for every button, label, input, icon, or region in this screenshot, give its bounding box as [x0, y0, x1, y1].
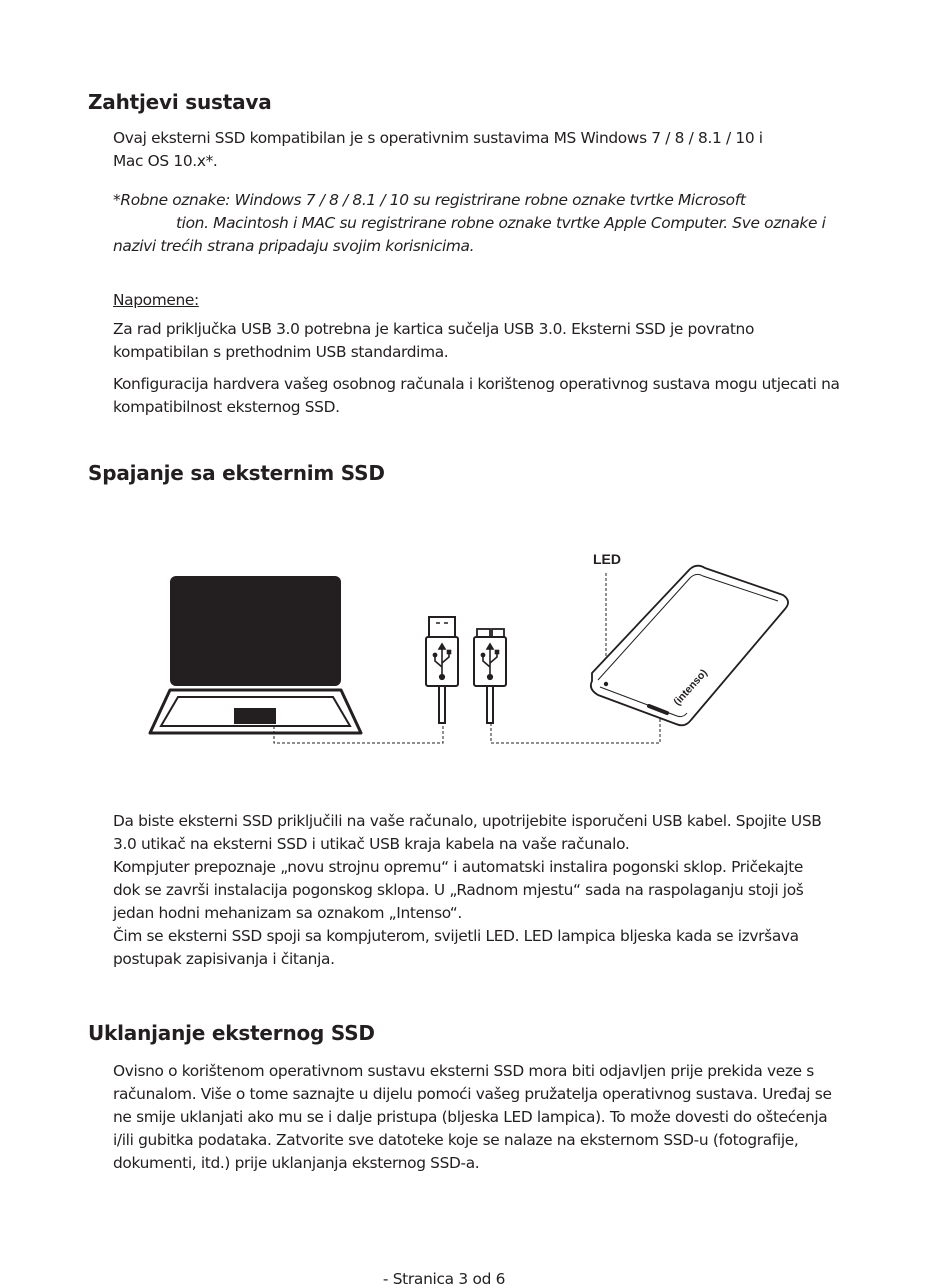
brand-label: (intenso)	[671, 667, 710, 709]
heading-removal: Uklanjanje eksternog SSD	[88, 1021, 375, 1045]
laptop-illustration	[150, 576, 361, 733]
led-label: LED	[593, 551, 621, 567]
connecting-instructions: Da biste eksterni SSD priključili na vaše računalo, upotrijebite isporučeni USB kabel. Spojite USB 3.0 utikač na eksterni SSD i utikač USB kraja kabela na vaše računalo. Kompjuter prepoznaje „novu strojnu opremu“ i automatski instalira pogonski sklop. Pričekajte dok se završi instalacija pogonskog sklopa. U „Radnom mjestu“ sada na raspolaganju stoji još jedan hodni mehanizam sa oznakom „Intenso“. Čim se eksterni SSD spoji sa kompjuterom, svijetli LED. LED lampica bljeska kada se izvršava postupak zapisivanja i čitanja.	[113, 812, 822, 968]
page-number: - Stranica 3 od 6	[382, 1270, 506, 1288]
connection-diagram	[140, 545, 800, 750]
trademark-note: *Robne oznake: Windows 7 / 8 / 8.1 / 10 su registrirane robne oznake tvrtke Microsoft tion. Macintosh i MAC su registrirane robne oznake tvrtke Apple Computer. Sve oznake i nazivi trećih strana pripadaju svojim korisnicima.	[113, 191, 826, 255]
heading-connecting: Spajanje sa eksternim SSD	[88, 461, 385, 485]
compat-paragraph: Ovaj eksterni SSD kompatibilan je s operativnim sustavima MS Windows 7 / 8 / 8.1 / 10 i Mac OS 10.x*.	[113, 129, 763, 170]
removal-instructions: Ovisno o korištenom operativnom sustavu eksterni SSD mora biti odjavljen prije prekida veze s računalom. Više o tome saznajte u dijelu pomoći vašeg pružatelja operativnog sustava. Uređaj se ne smije uklanjati ako mu se i dalje pristupa (bljeska LED lampica). To može dovesti do oštećenja i/ili gubitka podataka. Zatvorite sve datoteke koje se nalaze na eksternom SSD-u (fotografije, dokumenti, itd.) prije uklanjanja eksternog SSD-a.	[113, 1062, 832, 1172]
usb-a-plug	[426, 617, 458, 723]
note-hardware-config: Konfiguracija hardvera vašeg osobnog računala i korištenog operativnog sustava mogu utjecati na kompatibilnost eksternog SSD.	[113, 375, 840, 416]
external-ssd-illustration	[591, 566, 788, 726]
notes-label: Napomene:	[113, 291, 199, 309]
note-usb-card: Za rad priključka USB 3.0 potrebna je kartica sučelja USB 3.0. Eksterni SSD je povratno kompatibilan s prethodnim USB standardima.	[113, 320, 755, 361]
heading-system-requirements: Zahtjevi sustava	[88, 90, 272, 114]
usb-micro-b-plug	[474, 629, 506, 723]
